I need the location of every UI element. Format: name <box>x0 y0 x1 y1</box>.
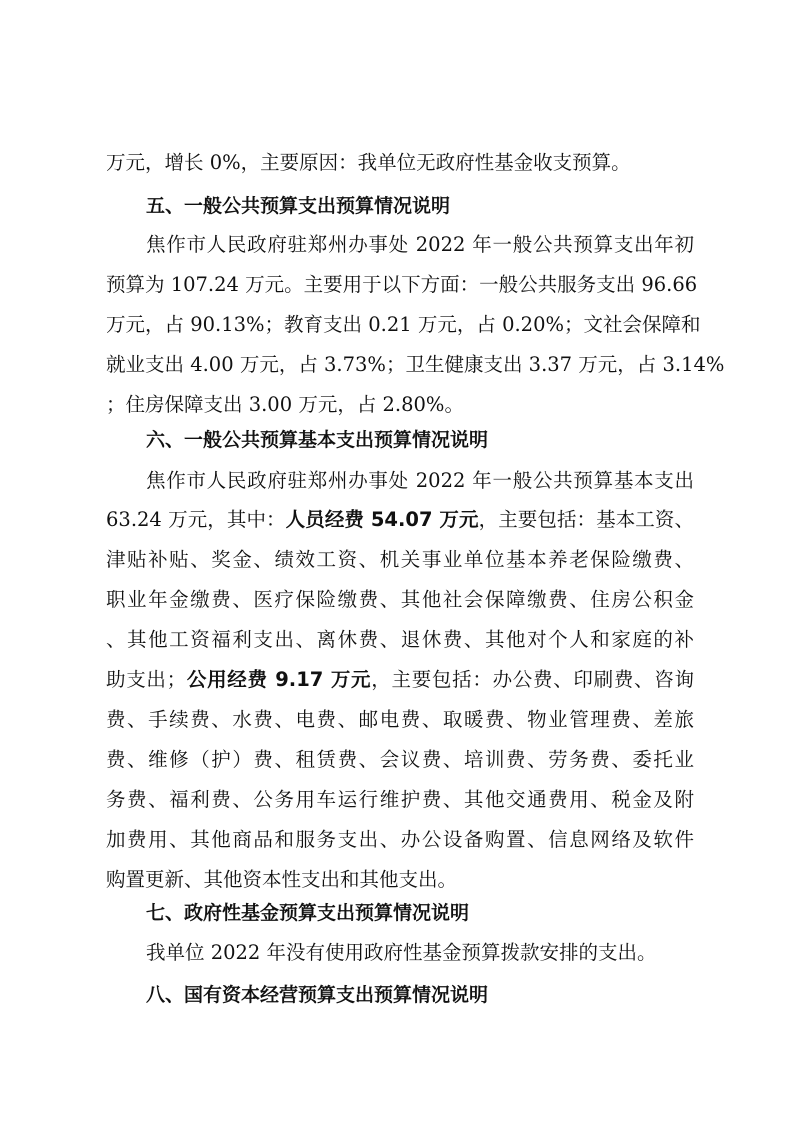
paragraph-line: 万元，增长 0%，主要原因：我单位无政府性基金收支预算。 <box>106 151 631 174</box>
line-text: ，主要包括：基本工资、 <box>478 508 694 531</box>
paragraph-line: ；住房保障支出 3.00 万元，占 2.80%。 <box>106 393 464 416</box>
paragraph-line: 万元，占 90.13%；教育支出 0.21 万元，占 0.20%；文社会保障和 <box>106 313 701 336</box>
paragraph-line: 、其他工资福利支出、离休费、退休费、其他对个人和家庭的补 <box>106 628 694 651</box>
paragraph-line: 我单位 2022 年没有使用政府性基金预算拨款安排的支出。 <box>146 941 657 964</box>
paragraph-line: 就业支出 4.00 万元，占 3.73%；卫生健康支出 3.37 万元，占 3.14% <box>106 353 725 376</box>
paragraph-line: 务费、福利费、公务用车运行维护费、其他交通费用、税金及附 <box>106 788 694 811</box>
section-heading-6: 六、一般公共预算基本支出预算情况说明 <box>146 429 489 451</box>
paragraph-line: 津贴补贴、奖金、绩效工资、机关事业单位基本养老保险缴费、 <box>106 548 694 571</box>
section-heading-7: 七、政府性基金预算支出预算情况说明 <box>146 902 470 924</box>
personnel-expense-bold: 人员经费 54.07 万元 <box>285 508 479 531</box>
paragraph-line: 加费用、其他商品和服务支出、办公设备购置、信息网络及软件 <box>106 828 694 851</box>
line-text: 63.24 万元，其中： <box>106 508 286 531</box>
paragraph-line: 购置更新、其他资本性支出和其他支出。 <box>106 868 458 891</box>
paragraph-line: 焦作市人民政府驻郑州办事处 2022 年一般公共预算支出年初 <box>146 233 694 256</box>
paragraph-line: 预算为 107.24 万元。主要用于以下方面：一般公共服务支出 96.66 <box>106 273 698 296</box>
line-text: 助支出； <box>106 668 187 691</box>
line-text: ，主要包括：办公费、印刷费、咨询 <box>371 668 694 691</box>
paragraph-line: 职业年金缴费、医疗保险缴费、其他社会保障缴费、住房公积金 <box>106 588 694 611</box>
paragraph-line-mixed <box>106 660 694 700</box>
paragraph-line: 费、手续费、水费、电费、邮电费、取暖费、物业管理费、差旅 <box>106 708 694 731</box>
section-heading-5: 五、一般公共预算支出预算情况说明 <box>146 195 451 217</box>
paragraph-line-mixed <box>106 500 694 540</box>
paragraph-line: 焦作市人民政府驻郑州办事处 2022 年一般公共预算基本支出 <box>146 469 694 492</box>
paragraph-line: 费、维修（护）费、租赁费、会议费、培训费、劳务费、委托业 <box>106 748 694 771</box>
public-expense-bold: 公用经费 9.17 万元 <box>186 668 372 691</box>
section-heading-8: 八、国有资本经营预算支出预算情况说明 <box>146 984 489 1006</box>
